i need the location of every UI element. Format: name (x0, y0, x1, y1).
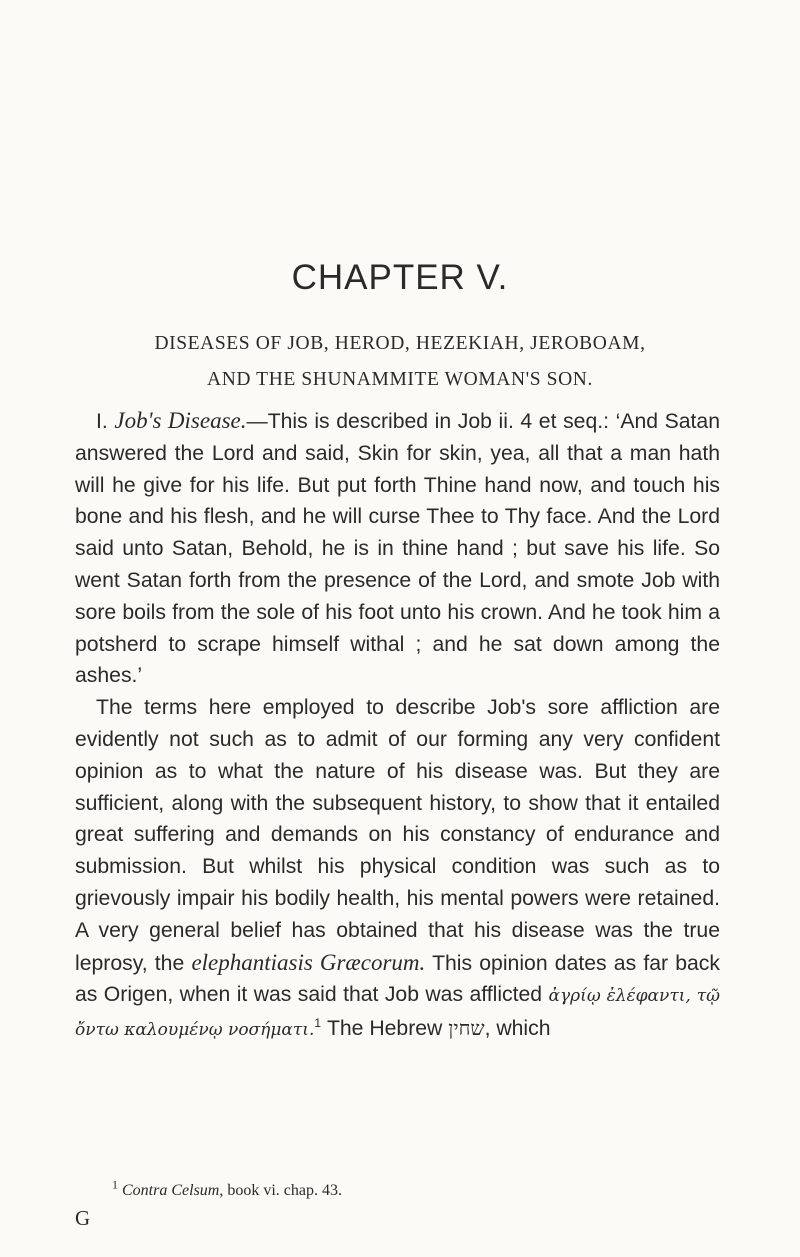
footnote (112, 1177, 712, 1200)
disease-term: elephantiasis Græcorum. (191, 949, 426, 975)
paragraph-2-text-a: The terms here employed to describe Job's sore affliction are evidently not such as to admit of our forming any very confident opinion as to what the nature of his disease was. But they are sufficient, along with the subsequent history, to show that it entailed great suffering and demands on his constancy of endurance and submission. But whilst his physical condition was such as to grievously impair his bodily health, his mental powers were retained. A very general belief has obtained that his disease was the true leprosy, the (75, 696, 720, 975)
chapter-heading: CHAPTER V. (291, 258, 509, 297)
section-heading: Job's Disease. (114, 408, 247, 433)
paragraph-2-text-c: The Hebrew (326, 1017, 443, 1041)
footnote-mark: 1 (112, 1177, 118, 1192)
chapter-subtitle (80, 326, 720, 398)
section-number: I. (96, 410, 108, 433)
subtitle-line-2: AND THE SHUNAMMITE WOMAN'S SON. (207, 369, 593, 390)
paragraph-2 (75, 692, 720, 1047)
paragraph-1 (75, 405, 720, 692)
body-text (75, 405, 720, 1047)
subtitle-line-1: DISEASES OF JOB, HEROD, HEZEKIAH, JEROBOAM, (154, 333, 646, 354)
paragraph-1-text: —This is described in Job ii. 4 et seq.: ‘And Satan answered the Lord and said, Skin for skin, yea, all that a man hath will he give for his life. But put forth Thine hand now, and touch his bone and his flesh, and he will curse Thee to Thy face. And the Lord said unto Satan, Behold, he is in thine hand ; but save his life. So went Satan forth from the presence of the Lord, and smote Job with sore boils from the sole of his foot unto his crown. And he took him a potsherd to scrape himself withal ; and he sat down among the ashes.’ (75, 410, 720, 688)
paragraph-2-text-d: , which (484, 1017, 551, 1041)
footnote-rest: , book vi. chap. 43. (219, 1182, 342, 1199)
signature-mark: G (75, 1206, 91, 1230)
greek-quotation: ἀγρίῳ ἐλέφαντι, τῷ ὄντω καλουμένῳ νοσήματι. (75, 986, 720, 1041)
paragraph-2-text-b: This opinion dates as far back as Origen, when it was said that Job was afflicted (75, 951, 720, 1007)
footnote-reference: 1 (314, 1016, 322, 1031)
hebrew-word: שחין (448, 1016, 485, 1041)
footnote-title: Contra Celsum (122, 1182, 220, 1199)
